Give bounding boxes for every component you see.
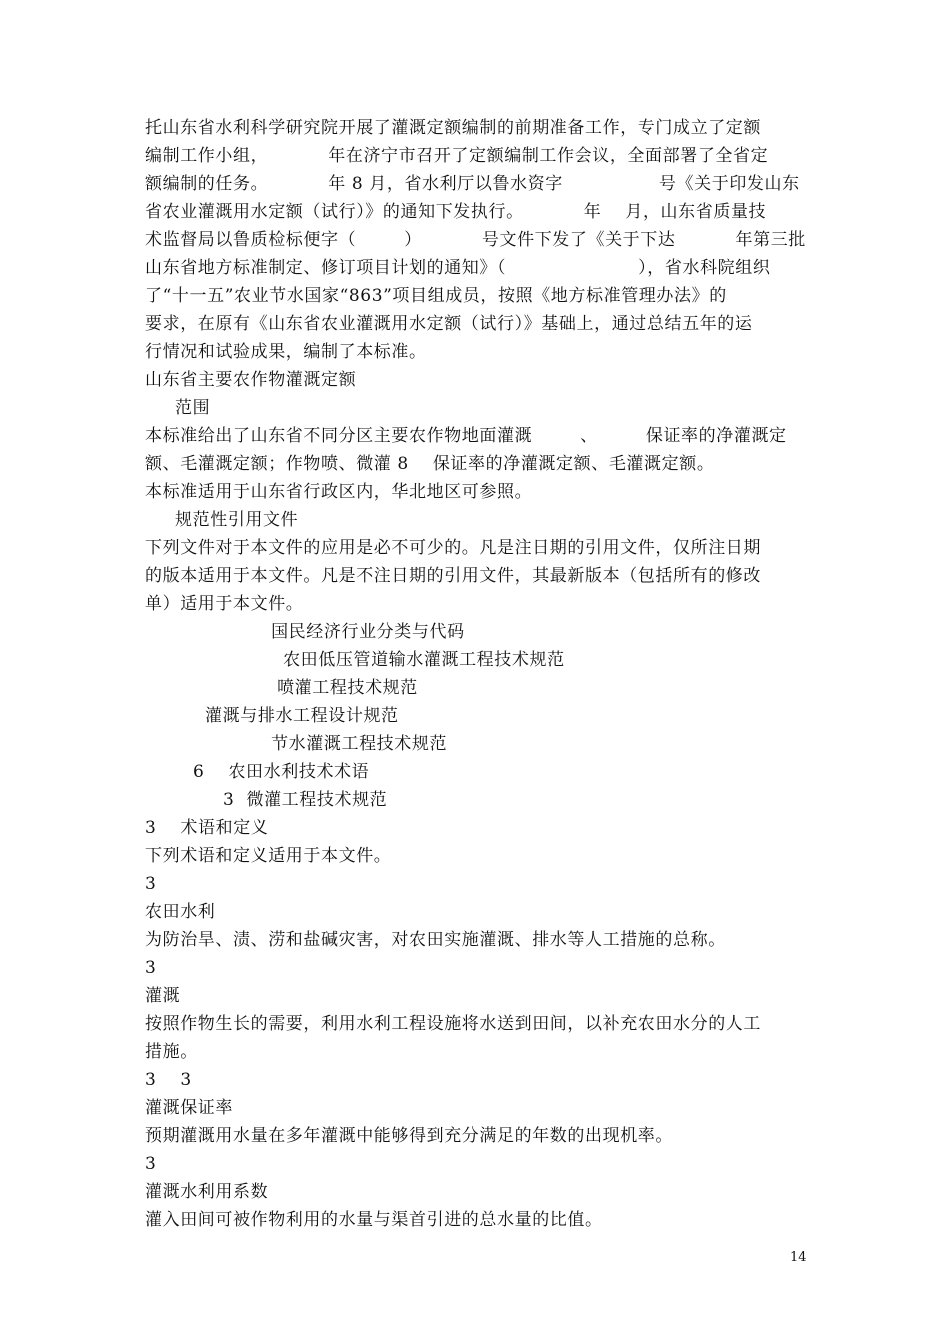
section-heading-scope: 范围 (145, 398, 211, 418)
term-definition: 措施。 (145, 1042, 198, 1062)
body-line: 托山东省水利科学研究院开展了灌溉定额编制的前期准备工作，专门成立了定额 (145, 118, 761, 138)
body-line: 额编制的任务。 年 8 月，省水利厅以鲁水资字 号《关于印发山东 (145, 174, 800, 194)
term-name: 农田水利 (145, 902, 216, 922)
reference-item: 3 微灌工程技术规范 (145, 790, 388, 810)
reference-item: 农田低压管道输水灌溉工程技术规范 (145, 650, 565, 670)
term-number: 3 3 (145, 1070, 192, 1090)
term-number: 3 (145, 958, 157, 978)
body-line: 省农业灌溉用水定额（试行）》的通知下发执行。 年 月，山东省质量技 (145, 202, 767, 222)
body-line: 单）适用于本文件。 (145, 594, 304, 614)
term-definition: 预期灌溉用水量在多年灌溉中能够得到充分满足的年数的出现机率。 (145, 1126, 673, 1146)
body-line: 的版本适用于本文件。凡是不注日期的引用文件，其最新版本（包括所有的修改 (145, 566, 761, 586)
section-heading-references: 规范性引用文件 (145, 510, 299, 530)
body-line: 要求，在原有《山东省农业灌溉用水定额（试行）》基础上，通过总结五年的运 (145, 314, 753, 334)
term-name: 灌溉 (145, 986, 181, 1006)
term-definition: 按照作物生长的需要，利用水利工程设施将水送到田间，以补充农田水分的人工 (145, 1014, 761, 1034)
reference-item: 国民经济行业分类与代码 (145, 622, 465, 642)
term-name: 灌溉水利用系数 (145, 1182, 269, 1202)
page-number: 14 (790, 1250, 807, 1265)
body-line: 了“十一五”农业节水国家“863”项目组成员，按照《地方标准管理办法》的 (145, 286, 727, 306)
term-definition: 灌入田间可被作物利用的水量与渠首引进的总水量的比值。 (145, 1210, 603, 1230)
reference-item: 喷灌工程技术规范 (145, 678, 418, 698)
body-line: 下列文件对于本文件的应用是必不可少的。凡是注日期的引用文件，仅所注日期 (145, 538, 761, 558)
section-title: 山东省主要农作物灌溉定额 (145, 370, 357, 390)
body-line: 下列术语和定义适用于本文件。 (145, 846, 392, 866)
reference-item: 灌溉与排水工程设计规范 (145, 706, 399, 726)
body-line: 额、毛灌溉定额；作物喷、微灌 8 保证率的净灌溉定额、毛灌溉定额。 (145, 454, 715, 474)
term-number: 3 (145, 874, 157, 894)
reference-item: 节水灌溉工程技术规范 (145, 734, 448, 754)
body-line: 术监督局以鲁质检标便字（ ） 号文件下发了《关于下达 年第三批 (145, 230, 806, 250)
section-heading-terms: 3 术语和定义 (145, 818, 269, 838)
term-definition: 为防治旱、渍、涝和盐碱灾害，对农田实施灌溉、排水等人工措施的总称。 (145, 930, 726, 950)
body-line: 行情况和试验成果，编制了本标准。 (145, 342, 427, 362)
body-line: 本标准给出了山东省不同分区主要农作物地面灌溉 、 保证率的净灌溉定 (145, 426, 787, 446)
body-line: 编制工作小组， 年在济宁市召开了定额编制工作会议，全面部署了全省定 (145, 146, 769, 166)
reference-item: 6 农田水利技术术语 (145, 762, 370, 782)
term-number: 3 (145, 1154, 157, 1174)
term-name: 灌溉保证率 (145, 1098, 233, 1118)
body-line: 山东省地方标准制定、修订项目计划的通知》（ ），省水科院组织 (145, 258, 771, 278)
body-line: 本标准适用于山东省行政区内，华北地区可参照。 (145, 482, 533, 502)
